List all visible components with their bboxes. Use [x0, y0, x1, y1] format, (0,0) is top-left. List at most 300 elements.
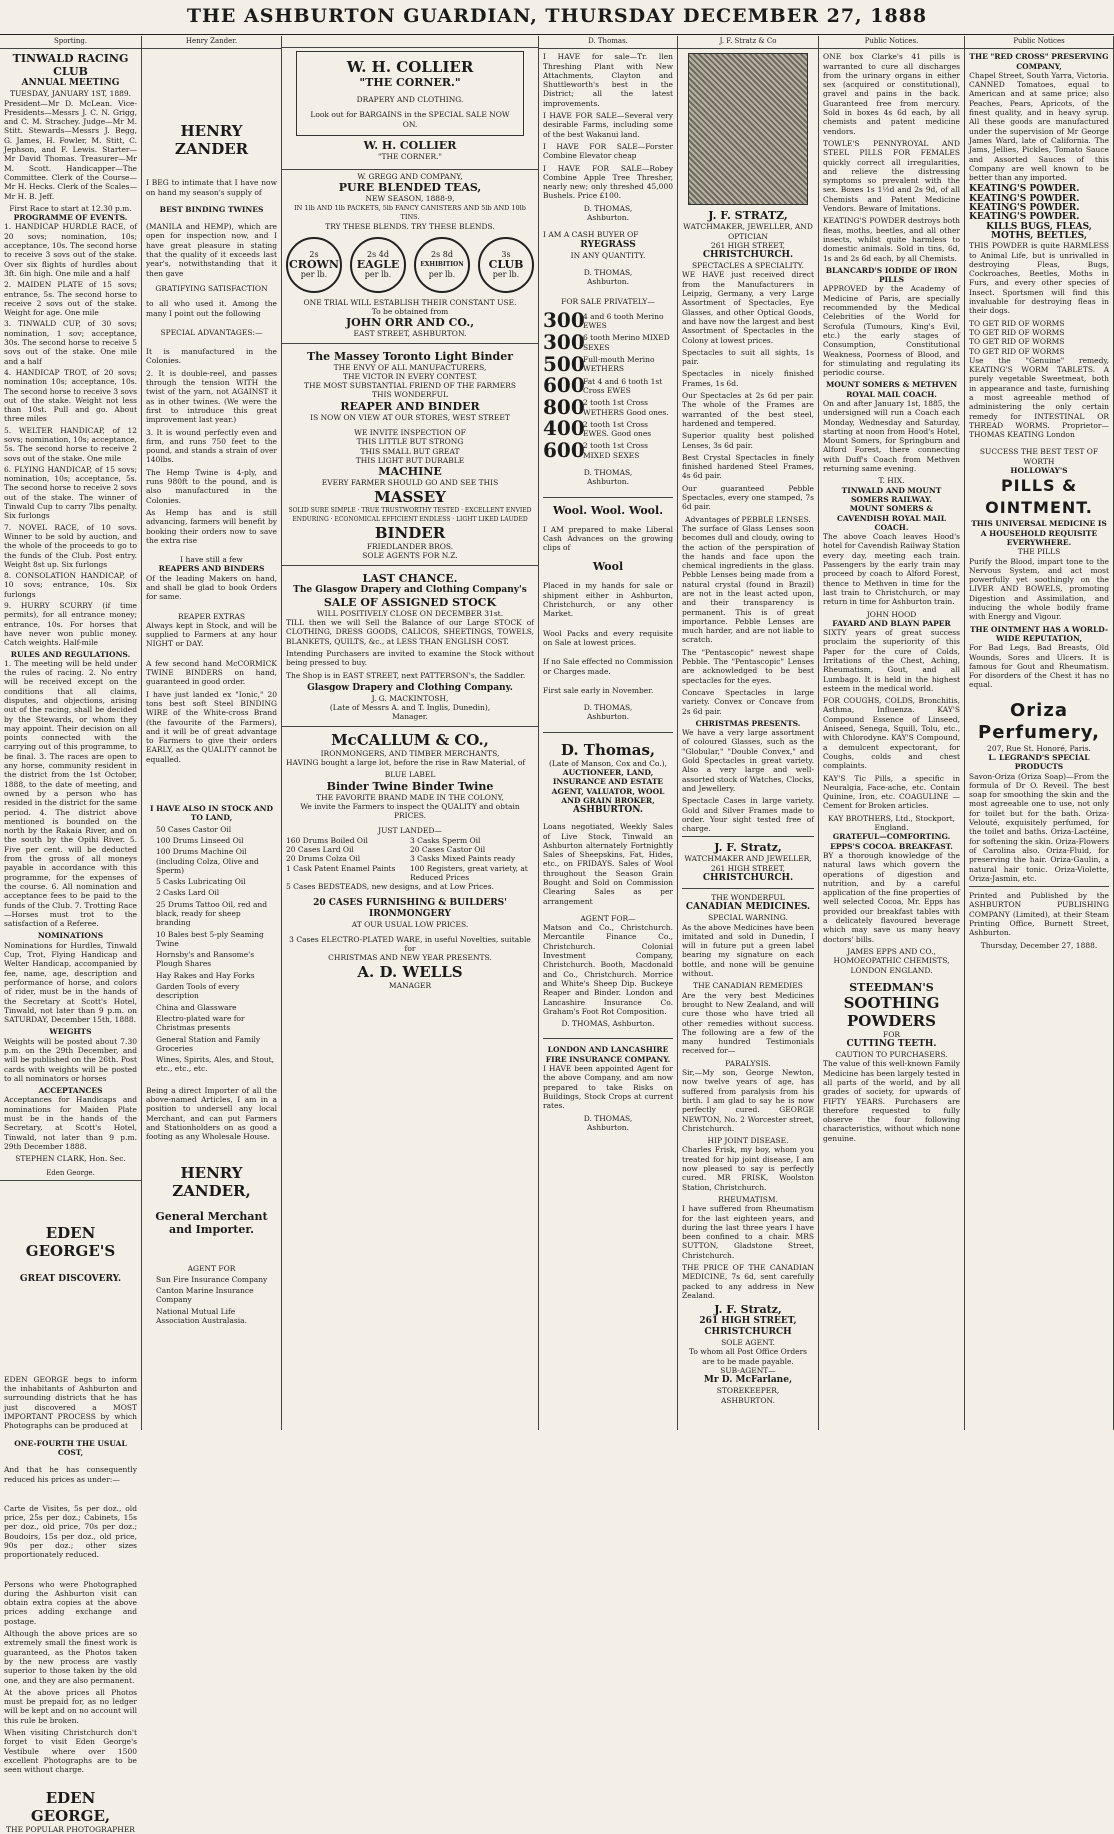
- zander-adv2: 2. It is double-reel, and passes through the tension WITH the twist of the yarn, not AGAINST it as in other twines. (We were the first to introduce this great improvement last year.): [146, 368, 277, 425]
- stratz-street2: 261 HIGH STREET,: [710, 863, 786, 873]
- blend-price: 3s: [501, 249, 511, 259]
- weights-body: Weights will be posted about 7.30 p.m. on the 29th December, and will be published on the 26th. Post cards with weights will be posted to all nominators or horses: [4, 1036, 137, 1083]
- paralysis-title: PARALYSIS.: [725, 1058, 771, 1068]
- officials: President—Mr D. McLean. Vice-Presidents—Messrs J. C. N. Grigg, and C. M. Strachey. Judge—Mr M. Stitt. Stewards—Messrs J. Begg, G. James, H. Fowler, M. Stitt, C. Jephson, and F. Lewis. Starter—Mr David Thomas. Treasurer—Mr M. Scott. Handicapper—The Committee. Clerk of the Course—Mr H. Hecks. Clerk of the Scales—Mr H. B. Jeff.: [4, 98, 137, 201]
- column-stratz: [678, 36, 819, 1430]
- blend-circles: [286, 237, 534, 293]
- blend-exhibition: [414, 237, 470, 293]
- landed-item: 20 Cases Lard Oil: [286, 845, 354, 855]
- thomas-sig: D. THOMAS,: [583, 203, 633, 213]
- sheep-count: 600: [543, 373, 585, 398]
- eden-george-prepaid: At the above prices all Photos must be prepaid for, as no ledger will be kept and on no account will this rule be broken.: [4, 1687, 137, 1725]
- stratz-advantages: Advantages of PEBBLE LENSES.: [685, 514, 811, 524]
- zander-agent-note: Being a direct Importer of all the above-named Articles, I am in a position to undersell any local Merchant, and can put Farmers and Stationholders on as good a footing as any Wholesale House.: [146, 1085, 277, 1142]
- collier-ad: [296, 51, 524, 136]
- teas-try: TRY THESE BLENDS. TRY THESE BLENDS.: [325, 222, 495, 232]
- column-public-notices: [819, 36, 965, 1430]
- mccallum-landed: JUST LANDED—: [378, 826, 442, 836]
- mcfarlane-role: STOREKEEPER,: [716, 1386, 780, 1396]
- rules-body: 1. The meeting will be held under the rules of racing. 2. No entry will be received except on the conditions that all claims, disputes, and objections, arising out of the racing, shall be decided by the Stewards, or whom they may appoint. Their decision on all points connected with the carrying out of this programme, to be final. 3. The races are open to any horse, community resident in the district from the 1st October, 1888, to the date of meeting, and owned by a person who has resided in the district for the same period. 4. The district above mentioned is bounded on the north by the Rakaia River, and on the south by the Opihi River. 5. Five per cent. will be deducted from the gross of all moneys payable in accordance with this programme, for the expenses of the course. 6. All nomination and acceptance fees to be paid to the funds of the Club. 7. Trotting Race—Horses must trot to the satisfaction of a Referee.: [4, 658, 137, 929]
- friedlander-sole: SOLE AGENTS FOR N.Z.: [362, 551, 458, 561]
- sheep-desc: 2 tooth 1st Cross MIXED SEXES: [583, 441, 648, 460]
- holloway-ointment-body: For Bad Legs, Bad Breasts, Old Wounds, Sores and Ulcers. It is famous for Gout and Rheumatism. For disorders of the Chest it has no equal.: [969, 643, 1109, 690]
- sheep-row: [543, 351, 673, 376]
- zander-hemp: The Hemp Twine is 4-ply, and runs 980ft to the pound, and is also manufactured in the Colonies.: [146, 467, 277, 505]
- mccallum-favorite: THE FAVORITE BRAND MADE IN THE COLONY,: [316, 792, 504, 802]
- agency-item: National Mutual Life Association Australasia.: [156, 1306, 247, 1326]
- sheep-row: [543, 308, 673, 333]
- oriza-sub: L. LEGRAND'S SPECIAL PRODUCTS: [988, 753, 1090, 772]
- steedman-for: FOR: [883, 1029, 900, 1039]
- wool-comm: If no Sale effected no Commission or Charges made.: [543, 657, 673, 676]
- thomas-agencies: Matson and Co., Christchurch. Mercantile Finance Co., Christchurch. Colonial Investment Company, Christchurch. Booth, Macdonald and Co., Christchurch. Morrice and White's Sheep Dip. Buckeye Reaper and Binder. London and Lancashire Insurance Co. Graham's Foot Rot Composition.: [543, 923, 673, 1016]
- thomas-big-name: D. Thomas,: [543, 732, 673, 759]
- stratz-orders: To whom all Post Office Orders are to be made payable.: [688, 1347, 808, 1366]
- mccallum-twine: Binder Twine Binder Twine: [326, 779, 494, 793]
- towle-pills: TOWLE'S PENNYROYAL AND STEEL PILLS FOR FEMALES quickly correct all irregularities, and relieve the distressing symptoms so prevalent with the sex. Boxes 1s 1½d and 2s 9d, of all Chemists and Patent Medicine Vendors. Beware of Imitations.: [823, 138, 960, 214]
- sheep-count: 500: [543, 351, 585, 376]
- agency-item: Canton Marine Insurance Company: [156, 1286, 254, 1305]
- column-thomas: [539, 36, 678, 1430]
- stratz-crystal: Best Crystal Spectacles in finely finished hardened Steel Frames, 4s 6d pair.: [682, 452, 814, 481]
- stratz-xmas: CHRISTMAS PRESENTS.: [695, 718, 801, 728]
- blend-price: 2s 8d: [431, 249, 453, 259]
- stratz-street3: 261 HIGH STREET,: [699, 1316, 797, 1327]
- stratz-street: 261 HIGH STREET,: [710, 240, 786, 250]
- steedman-caution: CAUTION TO PURCHASERS.: [835, 1050, 948, 1060]
- zander-agent-title: AGENT FOR: [187, 1263, 236, 1273]
- thomas-sig: D. THOMAS,: [583, 267, 633, 277]
- steedman-powders: POWDERS: [847, 1011, 936, 1030]
- stratz-name2: J. F. Stratz,: [682, 836, 814, 854]
- stock-item: 25 Drums Tattoo Oil, red and black, ready for sheep branding: [156, 899, 268, 928]
- stock-item: 10 Bales best 5-ply Seaming Twine: [156, 929, 264, 948]
- nominations-title: NOMINATIONS: [37, 931, 104, 941]
- massey-tags: SOLID SURE SIMPLE · TRUE TRUSTWORTHY TESTED · EXCELLENT ENVIED ENDURING · ECONOMICAL EFFICIENT ENDLESS · LIGHT LIKED LAUDED: [288, 506, 532, 523]
- eden-george-role: THE POPULAR PHOTOGRAPHER: [6, 1824, 135, 1834]
- blend-unit: per lb.: [300, 269, 328, 279]
- landed-list: [286, 836, 534, 892]
- glasgow-sale: SALE OF ASSIGNED STOCK: [323, 595, 497, 609]
- eden-george-reduce: And that he has consequently reduced his prices as under:—: [4, 1465, 137, 1484]
- stratz-concave: Concave Spectacles in large variety. Convex or Concave from 2s 6d pair.: [682, 687, 814, 716]
- glasgow-till: TILL then we will Sell the Balance of our Large STOCK of CLOTHING, DRESS GOODS, CALICOS, SHEETINGS, TOWELS, BLANKETS, QUILTS, &c., at LESS THAN ENGLISH COST.: [286, 618, 534, 646]
- landed-item: 20 Drums Colza Oil: [286, 854, 361, 864]
- wool-body2: Placed in my hands for sale or shipment either in Ashburton, Christchurch, or any other Market.: [543, 581, 673, 619]
- event-item: 1. HANDICAP HURDLE RACE, of 20 sovs; nomination, 10s; acceptance, 10s. The second horse to receive 3 sovs out of the stake. Over six flights of hurdles about 3ft. 6in high. One mile and a half: [4, 222, 137, 278]
- glasgow-intending: Intending Purchasers are invited to examine the Stock without being pressed to buy.: [286, 648, 534, 668]
- tinwald-sig: JOHN HOOD: [866, 609, 917, 619]
- stock-item: General Station and Family Groceries: [156, 1034, 261, 1053]
- stratz-trade2: WATCHMAKER AND JEWELLER,: [684, 854, 812, 864]
- mccallum-usual: AT OUR USUAL LOW PRICES.: [351, 919, 469, 929]
- blend-price: 2s 4d: [367, 249, 389, 259]
- stock-item: 100 Drums Linseed Oil: [156, 835, 244, 845]
- thomas-sale2: I HAVE FOR SALE—Several very desirable Farms, including some of the best Wakanui land.: [543, 111, 673, 139]
- secretary-signature: STEPHEN CLARK, Hon. Sec.: [15, 1154, 126, 1164]
- zander-mccormick: A few second hand McCORMICK TWINE BINDERS on hand, guaranteed in good order.: [146, 658, 277, 687]
- collier-name2: W. H. COLLIER: [363, 138, 457, 152]
- keating-line: KEATING'S POWDER.: [969, 184, 1080, 195]
- sheep-row: [543, 416, 673, 441]
- mccallum-cases: 20 CASES FURNISHING & BUILDERS' IRONMONGERY: [313, 897, 507, 919]
- wool-body: I AM prepared to make Liberal Cash Advances on the growing clips of: [543, 524, 673, 553]
- mount-body: On and after January 1st, 1885, the undersigned will run a Coach each Monday, Wednesday and Saturday, starting at noon from Hood's Hotel, Mount Somers, for Springburn and Alford Forest, there connecting with Duff's Coach from Methven returning same evening.: [823, 398, 960, 474]
- fayard-title: FAYARD AND BLAYN PAPER: [832, 618, 951, 628]
- ryegrass-quantity: IN ANY QUANTITY.: [570, 250, 646, 260]
- massey-reaper: REAPER AND BINDER: [340, 399, 480, 413]
- massey-envy: THE ENVY OF ALL MANUFACTURERS,: [333, 362, 487, 372]
- kays-body2: KAY'S Tic Pills, a specific in Neuralgia, Face-ache, etc. Contain Quinine, Iron, etc. COAGULINE — Cement for Broken articles.: [823, 773, 960, 811]
- sheep-privately: FOR SALE PRIVATELY—: [561, 296, 655, 306]
- massey-invite: WE INVITE INSPECTION OF: [354, 428, 466, 438]
- column-header: D. Thomas.: [539, 36, 677, 49]
- tea-ad: [282, 169, 538, 343]
- event-item: 6. FLYING HANDICAP, of 15 sovs; nomination, 10s; acceptance, 5s. The second horse to receive 2 sovs out of the stake. The winner of Tinwald Cup to carry 7lbs penalty. Six furlongs: [4, 464, 137, 521]
- stock-item: 50 Cases Castor Oil: [156, 824, 232, 834]
- sheep-row: [543, 330, 673, 355]
- canadian-warning-body: As the above Medicines have been imitated and sold in Dunedin, I will in future put a green label bearing my signature on each bottle, and none will be genuine without.: [682, 922, 814, 979]
- stratz-pentascopic: The "Pentascopic" newest shape Pebble. The "Pentascopic" Lenses are acknowledged to be best spectacles for the eyes.: [682, 647, 814, 685]
- stratz-city: CHRISTCHURCH.: [702, 250, 794, 261]
- blend-eagle: [350, 237, 406, 293]
- eden-george-cost: ONE-FOURTH THE USUAL COST,: [14, 1438, 127, 1457]
- stratz-name3: J. F. Stratz,: [714, 1303, 782, 1317]
- stratz-body1: WE HAVE just received direct from the Manufacturers in Leipzig, Germany, a very Large Assortment of Spectacles, Eye Glasses, and other Optical Goods, and have now the largest and best Assortment of Spectacles in the Colony at lowest prices.: [682, 270, 814, 345]
- column-header: Sporting.: [0, 36, 141, 49]
- mcfarlane-town: ASHBURTON.: [720, 1395, 776, 1405]
- sheep-count: 300: [543, 330, 585, 355]
- massey-wonderful: THIS WONDERFUL: [371, 390, 449, 400]
- sheep-desc: 6 tooth Merino MIXED SEXES: [583, 333, 670, 352]
- collier-name: W. H. COLLIER: [346, 58, 474, 76]
- zander-stock1: I have still a few: [180, 555, 243, 565]
- oriza-address: 207, Rue St. Honoré, Paris.: [987, 743, 1091, 753]
- blend-name: EXHIBITION: [420, 260, 464, 268]
- paralysis-test: Sir,—My son, George Newton, now twelve years of age, has suffered from paralysis from his birth. I am glad to say he is now perfectly cured. GEORGE NEWTON, No. 2 Worcester street, Christchurch.: [682, 1068, 814, 1133]
- sheep-desc: 2 tooth 1st Cross EWES. Good ones: [583, 419, 652, 439]
- stratz-city2: CHRISTCHURCH.: [702, 873, 794, 883]
- zander-stock-title: I HAVE ALSO IN STOCK AND TO LAND,: [149, 804, 274, 823]
- glasgow-name2: Glasgow Drapery and Clothing Company.: [307, 682, 513, 693]
- column-ads: [282, 36, 539, 1430]
- mccallum-name: McCALLUM & CO.,: [331, 730, 489, 749]
- blend-name: CROWN: [289, 257, 339, 271]
- zander-satisfaction: GRATIFYING SATISFACTION: [155, 283, 268, 293]
- mccallum-inspect: We invite the Farmers to inspect the QUALITY and obtain PRICES.: [300, 801, 520, 821]
- epps-body: BY a thorough knowledge of the natural laws which govern the operations of digestion and nutrition, and by a careful application of the fine properties of well selected Cocoa, Mr. Epps has provided our breakfast tables with a delicately flavoured beverage which may save us many heavy doctors' bills.: [823, 850, 960, 944]
- collier-drapery: DRAPERY AND CLOTHING.: [356, 95, 464, 104]
- massey-every: EVERY FARMER SHOULD GO AND SEE THIS: [321, 478, 499, 488]
- massey-name: MASSEY: [374, 487, 446, 506]
- zander-body1: (MANILA and HEMP), which are open for inspection now, and I have great pleasure in stating that the quality of it exceeds last year's, notwithstanding that it then gave: [146, 222, 277, 278]
- zander-adv3: 3. It is wound perfectly even and firm, and runs 750 feet to the pound, and stands a strain of over 140lbs.: [146, 427, 277, 465]
- eden-george-visit: When visiting Christchurch don't forget to visit Eden George's Vestibule where over 1500 excellent Photographs are to be seen without charge.: [4, 1728, 137, 1775]
- orr-name: JOHN ORR AND CO.,: [345, 316, 475, 330]
- kills-body: THIS POWDER is quite HARMLESS to Animal Life, but is unrivalled in destroying Fleas, Bugs, Cockroaches, Beetles, Moths in Furs, and every other species of Insect. Sportsmen will find this invaluable for destroying fleas in their dogs.: [969, 241, 1109, 316]
- sheep-row: [543, 438, 673, 463]
- stratz-adv-body: The surface of Glass Lenses soon becomes dull and cloudy, owing to the action of the perspiration of the hands and face upon the chemical ingredients in the glass. Pebble Lenses being made from a natural crystal (found in Brazil) are not in the least acted upon, and their transparency is permanent. This is of great importance. Pebble Lenses are much harder, and are not liable to scratch.: [682, 523, 814, 645]
- wool-first-sale: First sale early in November.: [543, 685, 654, 695]
- masthead-rule: [0, 34, 1114, 35]
- worms-line: TO GET RID OF WORMS: [969, 337, 1065, 347]
- agency-item: Sun Fire Insurance Company: [156, 1274, 268, 1284]
- zander-product: BEST BINDING TWINES: [159, 204, 264, 214]
- blend-price: 2s: [309, 249, 319, 259]
- sheep-desc: Full-mouth Merino WETHERS: [583, 355, 655, 374]
- landed-item: 3 Casks Mixed Paints ready: [410, 854, 516, 864]
- holloway-pills-sub: THE PILLS: [1017, 547, 1061, 557]
- sheep-count: 400: [543, 416, 585, 441]
- epps-sig: JAMES EPPS AND CO., HOMOEOPATHIC CHEMISTS, LONDON ENGLAND.: [833, 946, 950, 975]
- eden-george-signature: EDEN GEORGE,: [30, 1788, 111, 1825]
- printer-imprint: Printed and Published by the ASHBURTON PUBLISHING COMPANY (Limited), at their Steam Printing Office, Burnett Street, Ashburton.: [969, 886, 1109, 937]
- redcross-address: Chapel Street, South Yarra, Victoria.: [969, 70, 1109, 80]
- kills-title: KILLS BUGS, FLEAS, MOTHS, BEETLES,: [986, 221, 1092, 241]
- landed-item: 100 Registers, great variety, at Reduced Prices: [410, 863, 528, 882]
- mount-sig: T. HIX.: [878, 476, 905, 486]
- teas-trial: ONE TRIAL WILL ESTABLISH THEIR CONSTANT USE.: [303, 297, 517, 307]
- keating-line: KEATING'S POWDER.: [969, 203, 1080, 214]
- ryegrass-intro: I AM A CASH BUYER OF: [543, 230, 639, 240]
- mount-title: MOUNT SOMERS & METHVEN ROYAL MAIL COACH.: [825, 380, 958, 399]
- event-item: 3. TINWALD CUP, of 30 sovs; nomination, 1 sov; acceptance, 30s. The second horse to receive 5 sovs out of the stake. One mile and a half: [4, 319, 137, 366]
- stock-item: 100 Drums Machine Oil (including Colza, Olive and Sperm): [156, 847, 259, 875]
- fire-body: I HAVE been appointed Agent for the above Company, and am now prepared to take Risks on Buildings, Stock Crops at current rates.: [543, 1064, 673, 1111]
- teas-title: PURE BLENDED TEAS,: [338, 181, 482, 195]
- stock-item: 2 Casks Lard Oil: [156, 888, 220, 898]
- column-header: Public Notices.: [819, 36, 964, 49]
- stratz-steel: Spectacles in nicely finished Frames, 1s 6d.: [682, 369, 814, 388]
- wool-word: Wool: [592, 560, 624, 574]
- massey-view: IS NOW ON VIEW AT OUR STORES, WEST STREET: [310, 412, 510, 422]
- wool-packs: Wool Packs and every requisite on Sale at lowest prices.: [543, 628, 673, 647]
- worms-line: TO GET RID OF WORMS: [969, 327, 1065, 337]
- blend-unit: per lb.: [428, 269, 456, 279]
- glasgow-close: WILL POSITIVELY CLOSE ON DECEMBER 31st.: [316, 608, 504, 618]
- zander-intro: I BEG to intimate that I have now on hand my season's supply of: [146, 178, 277, 197]
- zander-extras: REAPER EXTRAS: [177, 611, 246, 621]
- zander-name: HENRY ZANDER: [174, 122, 249, 159]
- landed-item: 3 Casks Sperm Oil: [410, 835, 481, 845]
- kays-sig: KAY BROTHERS, Ltd., Stockport, England.: [827, 813, 956, 833]
- wool-title: Wool. Wool. Wool.: [543, 497, 673, 517]
- sheep-row: [543, 373, 673, 398]
- tinwald-title: TINWALD AND MOUNT SOMERS RAILWAY.: [841, 485, 942, 504]
- sheep-row: [543, 394, 673, 419]
- acceptances-body: Acceptances for Handicaps and nominations for Maiden Plate must be in the hands of the Secretary, at Scott's Hotel, Tinwald, not later than 9 p.m. 29th December 1888.: [4, 1095, 137, 1151]
- column-header: Henry Zander.: [142, 36, 281, 49]
- event-item: 4. HANDICAP TROT, of 20 sovs; nomination 10s; acceptance, 10s. The second horse to receive 3 sovs out of the stake. Weight not less than 10st. Pull and go. About three miles: [4, 367, 137, 424]
- collier-corner: "THE CORNER.": [359, 76, 461, 89]
- zander-wire: I have just landed ex "Ionic," 20 tons best soft Steel BINDING WIRE of the White-cross Brand (the favourite of the Farmers), and it will be of great advantage to Farmers to give their orders EARLY, as the QUALITY cannot be equalled.: [146, 689, 277, 764]
- blend-unit: per lb.: [492, 269, 520, 279]
- holloway-ointment: THE OINTMENT HAS A WORLD-WIDE REPUTATION,: [969, 624, 1109, 643]
- thomas-sale4: I HAVE FOR SALE—Robey Combine Apple Tree Thresher, nearly new; only threshed 45,000 Bushels. Price £100.: [543, 163, 673, 201]
- friedlander: FRIEDLANDER BROS.: [366, 542, 454, 552]
- watchmaker-engraving: [688, 53, 808, 205]
- event-item: 8. CONSOLATION HANDICAP, of 10 sovs; entrance, 10s. Six furlongs: [4, 571, 137, 599]
- landed-item: 160 Drums Boiled Oil: [286, 835, 368, 845]
- eden-george-persons: Persons who were Photographed during the Ashburton visit can obtain extra copies at the above prices adding exchange and postage.: [4, 1579, 137, 1626]
- stock-item: Garden Tools of every description: [156, 982, 240, 1001]
- zander-title2: General Merchant and Importer.: [155, 1209, 268, 1236]
- stock-item: 5 Casks Lubricating Oil: [156, 877, 246, 887]
- redcross-body: CANNED Tomatoes, equal to American and at same price; also Peaches, Pears, Apricots, of the finest quality, and in heavy syrup. All these goods are manufactured under the supervision of Mr George James Ward, late of California. The Jams, Jellies, Pickles, Tomato Sauce and Assorted Sauces of this Company are well known to be better than any imported.: [969, 80, 1109, 183]
- mccallum-blue: BLUE LABEL: [384, 770, 436, 780]
- blend-crown: [286, 237, 342, 293]
- gregg-name: W. GREGG AND COMPANY,: [357, 172, 463, 182]
- massey-small: THIS SMALL BUT GREAT: [360, 446, 460, 456]
- zander-name2: HENRY ZANDER,: [172, 1163, 251, 1200]
- thomas-sig-town: Ashburton.: [586, 712, 630, 722]
- rules-title: RULES AND REGULATIONS.: [10, 649, 131, 659]
- column-zander: [142, 36, 282, 1430]
- wells-role: MANAGER: [388, 980, 432, 990]
- stratz-sole: SOLE AGENT.: [721, 1338, 775, 1348]
- massey-ad: [282, 348, 538, 566]
- zander-stock2: Of the leading Makers on hand, and shall be glad to book Orders for same.: [146, 573, 277, 602]
- tinwald-title2: MOUNT SOMERS & CAVENDISH ROYAL MAIL COACH.: [836, 504, 946, 532]
- tinwald-body: The above Coach leaves Hood's hotel for Cavendish Railway Station every day, meeting each train. Passengers by the early train may proceed by coach to Alford Forest, thence to Methven in time for the last train to Christchurch, or may return in time for Ashburton train.: [823, 532, 960, 607]
- steedman-soothing: SOOTHING: [843, 993, 940, 1012]
- landed-item: 20 Cases Castor Oil: [410, 845, 486, 855]
- thomas-sig: D. THOMAS,: [583, 703, 633, 713]
- stock-item: Electro-plated ware for Christmas presents: [156, 1013, 245, 1033]
- thomas-sig-town: Ashburton.: [586, 213, 630, 223]
- canadian-remedies-body: Are the very best Medicines brought to New Zealand, and will cure those who have tried all other remedies without success. The following are a few of the many hundred Testimonials received for—: [682, 990, 814, 1056]
- blend-name: EAGLE: [356, 257, 400, 271]
- oriza-title: Oriza Perfumery,: [978, 699, 1100, 743]
- club-title: TINWALD RACING CLUB: [12, 52, 129, 79]
- teas-season: NEW SEASON, 1888-9,: [365, 194, 455, 204]
- blancard-title: BLANCARD'S IODIDE OF IRON PILLS: [825, 265, 958, 285]
- stratz-trade: WATCHMAKER, JEWELLER, AND OPTICIAN: [683, 222, 813, 241]
- worms-line: TO GET RID OF WORMS: [969, 346, 1065, 356]
- steedman-caution-body: The value of this well-known Family Medicine has been largely tested in all parts of the world, and by all grades of society, for upwards of FIFTY YEARS. Purchasers are therefore requested to fully observe the four following characteristics, without which none genuine.: [823, 1059, 960, 1143]
- massey-light: THIS LIGHT BUT DURABLE: [355, 455, 465, 465]
- thomas-sig: D. THOMAS,: [583, 1113, 633, 1123]
- massey-title: The Massey Toronto Light Binder: [306, 349, 514, 363]
- thomas-sig-town: Ashburton.: [586, 1122, 630, 1132]
- zander-reapers: REAPERS AND BINDERS: [158, 564, 265, 574]
- keating-powder: KEATING'S POWDER destroys both fleas, moths, beetles, and all other insects, whilst quite harmless to domestic animals. Sold in tins, 6d, 1s and 2s 6d each, by all Chemists.: [823, 216, 960, 263]
- stock-item: Hornsby's and Ransome's Plough Shares: [156, 950, 255, 969]
- holloway-name: HOLLOWAY'S: [1010, 466, 1068, 476]
- first-race: First Race to start at 12.30 p.m.: [9, 203, 132, 213]
- event-item: 2. MAIDEN PLATE of 15 sovs; entrance, 5s. The second horse to receive 2 sovs out of the stake. Weight for age. One mile: [4, 280, 137, 318]
- fayard-body: SIXTY years of great success proclaim the superiority of this Paper for the cure of Colds, Irritations of the Chest, Aching, Rheumatism, Gout, and all Lumbago. It is held in the highest esteem in the medical world.: [823, 628, 960, 693]
- redcross-title: THE "RED CROSS" PRESERVING COMPANY,: [969, 52, 1109, 71]
- sheep-desc: Fat 4 and 6 tooth 1st Cross EWES: [583, 376, 663, 395]
- canadian-warning: SPECIAL WARNING.: [708, 913, 788, 923]
- canadian-title: CANADIAN MEDICINES.: [685, 902, 811, 913]
- stratz-suit: Spectacles to suit all sights, 1s pair.: [682, 347, 814, 367]
- column-header: J. F. Stratz & Co: [678, 36, 818, 49]
- stratz-city3: CHRISTCHURCH: [704, 1327, 792, 1338]
- mcfarlane-name: Mr D. McFarlane,: [703, 1375, 793, 1386]
- thomas-sig: D. THOMAS,: [583, 467, 633, 477]
- massey-machine: MACHINE: [378, 465, 442, 479]
- printer-date: Thursday, December 27, 1888.: [980, 940, 1098, 950]
- column-header: Eden George.: [0, 1168, 141, 1181]
- stratz-xmas-body: We have a very large assortment of coloured Glasses, such as the "Globular," "Double Convex," and Gold Spectacles in great variety. Also a very large and well-assorted stock of Watches, Clocks, and Jewellery.: [682, 728, 814, 793]
- column-sporting: [0, 36, 142, 1834]
- column-header: [282, 36, 538, 48]
- event-item: 5. WELTER HANDICAP, of 12 sovs; nomination, 10s; acceptance, 5s. The second horse to receive 2 sovs out of the stake. One mile: [4, 425, 137, 463]
- thomas-threshing: I HAVE for sale—Tr. llen Threshing Plant with New Attachments, Clayton and Shuttleworth's best in the District; all the latest improvements.: [543, 52, 673, 108]
- sheep-count: 600: [543, 438, 585, 463]
- stock-item: Wines, Spirits, Ales, and Stout, etc., etc., etc.: [156, 1055, 275, 1074]
- hip-test: Charles Frisk, my boy, whom you treated for hip joint disease, I am now pleased to say is perfectly cured. MR FRISK, Woolston Station, Christchurch.: [682, 1145, 814, 1192]
- holloway-pills-body: Purify the Blood, impart tone to the Nervous System, and act most powerfully yet soothingly on the LIVER AND BOWELS, promoting Digestion and Assimilation, and inducing the whole bodily frame with Energy and Vigour.: [969, 556, 1109, 622]
- mccallum-ad: [286, 731, 534, 990]
- thomas-town: ASHBURTON.: [572, 805, 644, 816]
- mccallum-xmas: CHRISTMAS AND NEW YEAR PRESENTS.: [328, 953, 492, 963]
- eden-george-title: EDEN GEORGE'S: [25, 1223, 116, 1260]
- stratz-every: Our Spectacles at 2s 6d per pair. The whole of the Frames are warranted of the best steel, hardened and tempered.: [682, 391, 814, 428]
- thomas-sale3: I HAVE FOR SALE—Forster Combine Elevator cheap: [543, 141, 673, 161]
- zander-adv1: It is manufactured in the Colonies.: [146, 347, 277, 366]
- steedman-name: STEEDMAN'S: [849, 980, 934, 994]
- weights-title: WEIGHTS: [49, 1027, 92, 1037]
- eden-george-although: Although the above prices are so extremely small the finest work is guaranteed, as the Photos taken by the new process are vastly superior to those taken by the old one, and they are also permanent.: [4, 1629, 137, 1685]
- massey-little: THIS LITTLE BUT STRONG: [356, 437, 464, 447]
- sheep-desc: 4 and 6 tooth Merino EWES: [583, 311, 664, 331]
- programme-title: PROGRAMME OF EVENTS.: [13, 213, 128, 223]
- stratz-name: J. F. STRATZ,: [708, 209, 788, 223]
- glasgow-shop: The Shop is in EAST STREET, next PATTERSON's, the Saddler.: [286, 670, 526, 680]
- massey-binder: BINDER: [374, 524, 446, 543]
- landed-item: 1 Cask Patent Enamel Paints: [286, 863, 396, 873]
- canadian-wonderful: THE WONDERFUL: [682, 888, 814, 902]
- last-chance: LAST CHANCE.: [362, 571, 458, 585]
- thomas-loans: Loans negotiated, Weekly Sales of Live Stock, Tinwald an Ashburton alternately Fortnightly Sales of Sheepskins, Fat, Hides, etc., on FRIDAYS. Sales of Wool throughout the Season Grain Bought and Sold on Commission Clearing Sales as per arrangement: [543, 822, 673, 906]
- acceptances-title: ACCEPTANCES: [38, 1086, 103, 1096]
- rheum-test: I have suffered from Rheumatism for the last eighteen years, and during the last three years I have been confined to a chair. MRS SUTTON, Gladstone Street, Christchurch.: [682, 1204, 814, 1260]
- event-item: 7. NOVEL RACE, of 10 sovs. Winner to be sold by auction, and the whole of the proceeds to go to the funds of the Club. Post entry. Weight 8st up. Six furlongs: [4, 522, 137, 569]
- teas-obtained: To be obtained from: [371, 306, 449, 316]
- sheep-desc: 2 tooth 1st Cross WETHERS Good ones.: [583, 398, 669, 417]
- steedman-cutting: CUTTING TEETH.: [846, 1039, 937, 1050]
- holloway-success: SUCCESS THE BEST TEST OF WORTH: [979, 447, 1099, 466]
- glasgow-manager: Manager.: [392, 712, 428, 722]
- stratz-sub: SUB-AGENT—: [720, 1366, 776, 1376]
- glasgow-title: The Glasgow Drapery and Clothing Company's: [293, 584, 527, 595]
- stock-item: China and Glassware: [156, 1002, 237, 1012]
- canadian-remedies: THE CANADIAN REMEDIES: [693, 981, 803, 991]
- rheum-title: RHEUMATISM.: [718, 1194, 778, 1204]
- massey-friend: THE MOST SUBSTANTIAL FRIEND OF THE FARMERS: [303, 381, 517, 391]
- blancard-body: APPROVED by the Academy of Medicine of Paris, are specially recommended by the Medical Celebrities of the World for Scrofula (Tumours, King's Evil, etc.) the early stages of Consumption, Constitutional Weakness, Poorness of Blood, and for stimulating and regulating its periodic course.: [823, 284, 960, 378]
- mccallum-electro: 3 Cases ELECTRO-PLATED WARE, in useful Novelties, suitable for: [289, 934, 531, 954]
- collier-bargains: Look out for BARGAINS in the SPECIAL SALE NOW ON.: [310, 110, 510, 129]
- fire-title: LONDON AND LANCASHIRE FIRE INSURANCE COMPANY.: [543, 1038, 673, 1064]
- stratz-spectacles: SPECTACLES A SPECIALITY.: [691, 261, 804, 271]
- sheep-count: 300: [543, 308, 585, 333]
- orr-address: EAST STREET, ASHBURTON.: [353, 329, 467, 339]
- meeting-date: TUESDAY, JANUARY 1ST, 1889.: [9, 89, 132, 99]
- stratz-superior: Superior quality best polished Lenses, 3s 6d pair.: [682, 431, 814, 450]
- meeting-title: ANNUAL MEETING: [21, 78, 120, 89]
- masthead: THE ASHBURTON GUARDIAN, THURSDAY DECEMBER 27, 1888: [186, 5, 928, 27]
- glasgow-ad: [282, 570, 538, 727]
- zander-extras2: Always kept in Stock, and will be supplied to Farmers at any hour NIGHT or DAY.: [146, 620, 277, 649]
- oriza-body: Savon-Oriza (Oriza Soap)—From the formula of Dr O. Reveil. The best soap for smoothing the skin and the most agreeable one to use, not only for toilet but for the bath. Oriza-Velouté, exquisitely perfumed, for the toilet and baths. Oriza-Lactéine, for softening the skin. Oriza-Flowers of Carolina also. Oriza-Fluid, for preserving the hair. Oriza-Gaulin, a natural hair tonic. Oriza-Violette, Oriza-Jasmin, etc.: [969, 771, 1109, 883]
- worms-line: TO GET RID OF WORMS: [969, 318, 1065, 328]
- eden-george-subtitle: GREAT DISCOVERY.: [19, 1273, 122, 1284]
- stratz-cases: Spectacle Cases in large variety. Gold and Silver Frames made to order. Your sight tested free of charge.: [682, 796, 814, 834]
